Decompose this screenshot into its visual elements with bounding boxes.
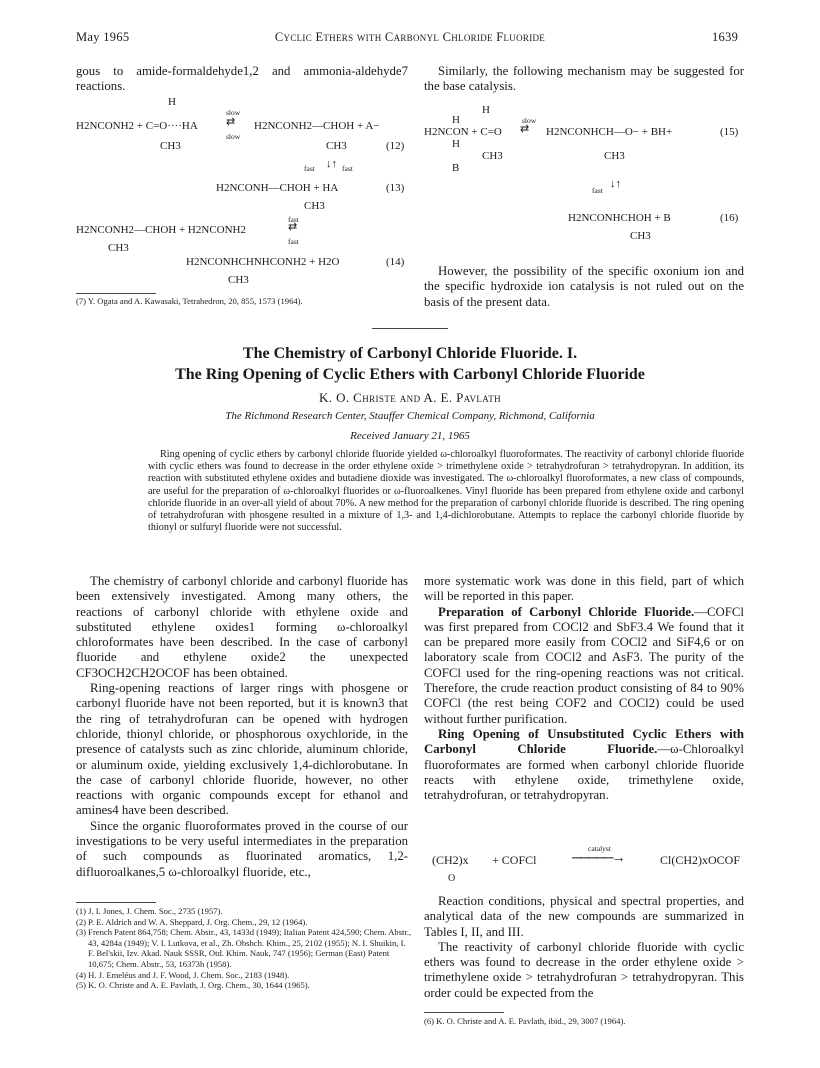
rx-product: Cl(CH2)xOCOF — [660, 853, 741, 867]
right-footnotes — [424, 1016, 744, 1027]
equation-block-right — [424, 104, 744, 254]
reactivity-paragraph: The reactivity of carbonyl chloride fluoride with cyclic ethers was found to decrease in the order ethylene oxide > trimethylene oxide > tetrahydrofuran > tetrahydropyran. This order could be expected from the — [424, 939, 744, 1000]
top-left-paragraph: gous to amide-formaldehyde1,2 and ammonia-aldehyde7 reactions. — [76, 64, 408, 94]
intro-paragraph-2: Ring-opening reactions of larger rings with phosgene or carbonyl fluoride have not been reported, but it is known3 that the ring of tetrahydrofuran can be opened with hydrogen chloride, thionyl chloride, or phosphorous oxychloride, in the presence of catalysts such as zinc chloride, aluminum chloride, or aluminum oxide, yielding exclusively 1,4-dichlorobutane. In the case of carbonyl chloride fluoride, however, no other reactions with organic compounds except for ethanol and amines4 have been described. — [76, 681, 408, 818]
eq13-arrow: ↓↑ — [326, 158, 337, 170]
top-left-text — [76, 64, 408, 95]
heading-preparation: Preparation of Carbonyl Chloride Fluoride. — [438, 604, 695, 619]
eq14-right: H2NCONHCHNHCONH2 + H2O — [186, 256, 340, 268]
eq14-ch3-a: CH3 — [108, 242, 129, 254]
left-footnotes — [76, 906, 412, 991]
intro-paragraph-3: Since the organic fluoroformates proved in the course of our investigations to be very useful intermediates in the preparation of such compounds as fluorinated aromatics, 1,2-difluoroalkanes,5 ω-chloroalkyl fluoride, etc., — [76, 818, 408, 879]
eq12-ch3-b: CH3 — [326, 140, 347, 152]
right-column-upper — [424, 574, 744, 803]
eq14-arrow: ⇄ — [288, 221, 298, 233]
eq13-number: (13) — [386, 182, 405, 194]
footnote-rule-left — [76, 902, 156, 903]
conditions-paragraph: Reaction conditions, physical and spectral properties, and analytical data of the new compounds are summarized in Tables I, II, and III. — [424, 894, 744, 939]
ring-opening-paragraph — [424, 727, 744, 803]
eq16-text: H2NCONHCHOH + B — [568, 212, 671, 224]
eq15-ch3-b: CH3 — [604, 150, 625, 162]
footnote-rule-right — [424, 1012, 504, 1013]
rx-catalyst: catalyst — [588, 844, 611, 853]
eq13-fast-right: fast — [342, 164, 353, 173]
article-title-line2: The Ring Opening of Cyclic Ethers with Carbonyl Chloride Fluoride — [175, 366, 645, 383]
eq12-slow-bottom: slow — [226, 132, 241, 141]
eq14-fast-top: fast — [288, 215, 299, 224]
eq15-right: H2NCONHCH—O− + BH+ — [546, 126, 673, 138]
left-column — [76, 574, 408, 880]
rx-reagent: + COFCl — [492, 853, 537, 867]
footnote-4: (4) H. J. Emeléus and J. F. Wood, J. Chem. Soc., 2183 (1948). — [76, 969, 290, 980]
eq15-slow: slow — [522, 116, 537, 125]
eq12-right: H2NCONH2—CHOH + A− — [254, 120, 380, 132]
footnote-rule-top — [76, 293, 156, 294]
eq16-fast: fast — [592, 186, 603, 195]
page-number: 1639 — [712, 30, 739, 44]
article-received: Received January 21, 1965 — [350, 430, 470, 442]
eq12-slow-top: slow — [226, 108, 241, 117]
reaction-scheme — [424, 842, 744, 892]
eq12-number: (12) — [386, 140, 405, 152]
eq15-arrow: ⇄ — [520, 123, 530, 135]
running-title: Cyclic Ethers with Carbonyl Chloride Fluoride — [274, 30, 546, 44]
article-affiliation: The Richmond Research Center, Stauffer Chemical Company, Richmond, California — [225, 410, 595, 422]
eq15-number: (15) — [720, 126, 739, 138]
eq16-number: (16) — [720, 212, 739, 224]
footnote-2: (2) P. E. Aldrich and W. A. Sheppard, J. Org. Chem., 29, 12 (1964). — [76, 916, 308, 927]
eq12-ch3-a: CH3 — [160, 140, 181, 152]
eq15-h-left: H — [452, 114, 460, 126]
section-divider — [372, 328, 448, 329]
eq16-arrow: ↓↑ — [610, 178, 621, 190]
eq14-left: H2NCONH2—CHOH + H2NCONH2 — [76, 224, 246, 236]
header-date: May 1965 — [76, 30, 130, 44]
footnote-5: (5) K. O. Christe and A. E. Pavlath, J. Org. Chem., 30, 1644 (1965). — [76, 980, 310, 991]
heading-ring-opening: Ring Opening of Unsubstituted Cyclic Ethers with Carbonyl Chloride Fluoride. — [424, 726, 744, 757]
footnote-6: (6) K. O. Christe and A. E. Pavlath, ibid., 29, 3007 (1964). — [424, 1016, 626, 1026]
h-label: H — [168, 96, 176, 108]
rx-reactant-ring: (CH2)x — [432, 853, 469, 867]
top-right-intro — [424, 64, 744, 95]
eq13-text: H2NCONH—CHOH + HA — [216, 182, 339, 194]
catalysis-conclusion: However, the possibility of the specific oxonium ion and the specific hydroxide ion catalysis is not ruled out on the basis of the present data. — [424, 264, 744, 309]
eq14-fast-bottom: fast — [288, 237, 299, 246]
eq13-ch3: CH3 — [304, 200, 325, 212]
intro-paragraph-1: The chemistry of carbonyl chloride and carbonyl fluoride has been extensively investigated. Among many others, the reactions of carbonyl chloride with ethylene oxide and substituted ethylene oxides1 forming ω-chloroalkyl chloroformates have been described. In the case of carbonyl fluoride and ethylene oxide2 the unexpected CF3OCH2CH2OCOF has been obtained. — [76, 574, 408, 680]
footnote-7-text: (7) Y. Ogata and A. Kawasaki, Tetrahedron, 20, 855, 1573 (1964). — [76, 296, 303, 306]
eq13-fast-left: fast — [304, 164, 315, 173]
eq12-left: H2NCONH2 + C=O····HA — [76, 120, 198, 132]
top-right-conclusion — [424, 264, 744, 310]
cocl-prep-paragraph — [424, 605, 744, 727]
eq16-ch3: CH3 — [630, 230, 651, 242]
eq15-b: B — [452, 162, 460, 174]
eq15-h-bottom: H — [452, 138, 460, 150]
footnote-7 — [76, 296, 412, 307]
eq12-arrow: ⇄ — [226, 116, 236, 128]
article-title-line1: The Chemistry of Carbonyl Chloride Fluoride. I. — [242, 345, 578, 362]
footnote-3: (3) French Patent 864,758; Chem. Abstr., 43, 1433d (1949); Italian Patent 424,590; Chem. Abstr., 43, 4284a (1949); V. I. Lutkova, et al., Zh. Obshch. Khim., 25, 2102 (1955); N. I. Shuikin, I. F. Bel'skii, Izv. Akad. Nauk SSSR, Otd. Khim. Nauk, 747 (1956); German (East) Patent 10,675; Chem. Abstr., 53, 16373h (1958). — [76, 927, 412, 969]
rx-arrow: ─────→ — [572, 851, 624, 866]
preparation-text: —COFCl was first prepared from COCl2 and SbF3.4 We found that it can be prepared more easily from COCl2 and SiF4,6 or on laboratory scale from COCl2 and AsF3. The purity of the COFCl used for the ring-opening reactions was not critical. Therefore, the crude reaction product consisting of 84 to 90% COFCl (the rest being COF2 and COCl2) could be used without further purification. — [424, 604, 744, 726]
rx-ring-oxygen: O — [448, 873, 456, 884]
footnote-1: (1) J. I. Jones, J. Chem. Soc., 2735 (1957). — [76, 906, 223, 916]
eq14-ch3-b: CH3 — [228, 274, 249, 286]
eq15-ch3-a: CH3 — [482, 150, 503, 162]
abstract: Ring opening of cyclic ethers by carbonyl chloride fluoride yielded ω-chloroalkyl fluoroformates. The reactivity of carbonyl chloride fluoride with cyclic ethers was found to decrease in the order ethylene oxide > trimethylene oxide > tetrahydrofuran > tetrahydropyran. In addition, its reaction with substituted ethylene oxides and butadiene dioxide was investigated. The ω-chloroalkyl fluoroformates, a new class of compounds, are useful for the preparation of ω-chloroalkyl fluorides or ω-fluoroalkenes. Vinyl fluoride has been prepared from ethylene oxide and carbonyl chloride fluoride in an over-all yield of about 70%. A new method for the preparation of carbonyl chloride fluoride is described. The ring opening of tetrahydrofuran with phosgene resulted in a mixture of 1,3- and 1,4-dichlorobutane. Attempts to replace the carbonyl chloride fluoride by thionyl or sulfuryl fluoride were not successful. — [148, 449, 744, 534]
equation-block-left — [76, 96, 416, 301]
right-column-lower — [424, 894, 744, 1001]
continuation-paragraph: more systematic work was done in this field, part of which will be reported in this paper. — [424, 574, 744, 604]
article-authors: K. O. Christe and A. E. Pavlath — [318, 390, 502, 405]
eq15-left: H2NCON + C=O — [424, 126, 502, 138]
eq15-h-top: H — [482, 104, 490, 116]
eq14-number: (14) — [386, 256, 405, 268]
base-catalysis-intro: Similarly, the following mechanism may be suggested for the base catalysis. — [424, 64, 744, 94]
ring-opening-text: —ω-Chloroalkyl fluoroformates are formed when carbonyl chloride fluoride reacts with ethylene oxide, trimethylene oxide, tetrahydrofuran, or tetrahydropyran. — [424, 742, 744, 803]
